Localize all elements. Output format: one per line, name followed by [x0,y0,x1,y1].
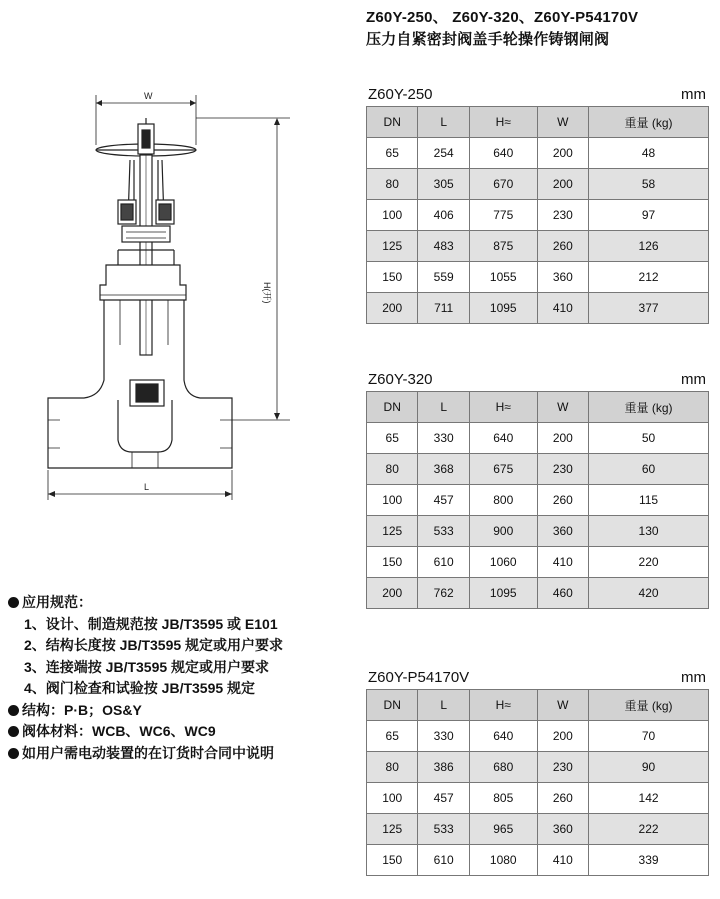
cell-l: 483 [418,231,469,262]
cell-dn: 125 [367,814,418,845]
cell-weight: 420 [589,578,709,609]
cell-dn: 200 [367,293,418,324]
table1-model-label: Z60Y-250 [368,86,433,103]
col-header-weight: 重量 (kg) [589,392,709,423]
spec-table-z60y-p54170v [366,689,709,876]
cell-l: 533 [418,516,469,547]
cell-w: 260 [537,485,588,516]
spec-item: 4、阀门检查和试验按 JB/T3595 规定 [24,680,256,696]
cell-l: 305 [418,169,469,200]
table-row [367,200,709,231]
dim-l-label: L [144,482,150,492]
cell-h: 900 [469,516,537,547]
cell-w: 410 [537,547,588,578]
cell-l: 254 [418,138,469,169]
table-header-row [367,107,709,138]
col-header-w: W [537,392,588,423]
cell-dn: 80 [367,454,418,485]
cell-h: 1055 [469,262,537,293]
cell-h: 1095 [469,293,537,324]
cell-weight: 126 [589,231,709,262]
cell-l: 762 [418,578,469,609]
gate-valve-drawing [0,70,300,510]
dim-h-label: H(开) [262,282,272,304]
cell-h: 1095 [469,578,537,609]
cell-h: 640 [469,423,537,454]
table-row [367,814,709,845]
cell-l: 711 [418,293,469,324]
table2-unit-label: mm [681,371,706,388]
table2-model-label: Z60Y-320 [368,371,433,388]
cell-h: 775 [469,200,537,231]
table-row [367,169,709,200]
cell-weight: 58 [589,169,709,200]
table1-unit-label: mm [681,86,706,103]
table-row [367,138,709,169]
cell-dn: 100 [367,783,418,814]
col-header-weight: 重量 (kg) [589,690,709,721]
table-row [367,578,709,609]
cell-l: 533 [418,814,469,845]
cell-l: 559 [418,262,469,293]
cell-h: 800 [469,485,537,516]
col-header-h: H≈ [469,392,537,423]
cell-dn: 65 [367,423,418,454]
cell-dn: 125 [367,231,418,262]
spec-structure-text: 结构：P·B；OS&Y [22,701,142,718]
cell-w: 230 [537,752,588,783]
cell-w: 360 [537,516,588,547]
cell-dn: 65 [367,138,418,169]
cell-weight: 70 [589,721,709,752]
col-header-dn: DN [367,392,418,423]
cell-l: 610 [418,547,469,578]
spec-table-z60y-320 [366,391,709,609]
cell-weight: 115 [589,485,709,516]
cell-w: 410 [537,293,588,324]
cell-dn: 150 [367,845,418,876]
cell-w: 360 [537,262,588,293]
cell-h: 875 [469,231,537,262]
cell-dn: 100 [367,200,418,231]
col-header-w: W [537,107,588,138]
cell-w: 460 [537,578,588,609]
bullet-icon [8,748,19,759]
model-list-title: Z60Y-250、 Z60Y-320、Z60Y-P54170V [366,9,639,26]
col-header-l: L [418,107,469,138]
cell-h: 965 [469,814,537,845]
table-row [367,293,709,324]
cell-dn: 80 [367,752,418,783]
bullet-icon [8,597,19,608]
dim-w-label: W [144,91,153,101]
cell-w: 360 [537,814,588,845]
table3-model-label: Z60Y-P54170V [368,669,470,686]
spec-table-z60y-250 [366,106,709,324]
cell-h: 670 [469,169,537,200]
cell-w: 260 [537,783,588,814]
spec-material [8,721,283,743]
table-row [367,516,709,547]
bullet-icon [8,705,19,716]
table3-unit-label: mm [681,669,706,686]
spec-electric-text: 如用户需电动装置的在订货时合同中说明 [22,744,274,761]
cell-weight: 130 [589,516,709,547]
table-row [367,845,709,876]
col-header-weight: 重量 (kg) [589,107,709,138]
cell-l: 330 [418,721,469,752]
cell-w: 260 [537,231,588,262]
spec-item: 1、设计、制造规范按 JB/T3595 或 E101 [24,615,278,632]
table-header-row [367,392,709,423]
cell-w: 230 [537,200,588,231]
table-row [367,783,709,814]
cell-h: 805 [469,783,537,814]
table-row [367,721,709,752]
col-header-l: L [418,690,469,721]
col-header-h: H≈ [469,690,537,721]
cell-weight: 50 [589,423,709,454]
specification-list [8,592,283,764]
bullet-icon [8,726,19,737]
cell-weight: 142 [589,783,709,814]
table-row [367,231,709,262]
cell-h: 1080 [469,845,537,876]
product-name-title: 压力自紧密封阀盖手轮操作铸钢闸阀 [366,31,610,48]
cell-h: 1060 [469,547,537,578]
col-header-l: L [418,392,469,423]
cell-l: 406 [418,200,469,231]
table-row [367,454,709,485]
table-row [367,547,709,578]
cell-weight: 377 [589,293,709,324]
spec-heading-text: 应用规范： [22,594,92,610]
cell-dn: 65 [367,721,418,752]
cell-h: 640 [469,721,537,752]
cell-dn: 100 [367,485,418,516]
cell-l: 368 [418,454,469,485]
cell-weight: 90 [589,752,709,783]
spec-structure [8,700,283,722]
spec-item: 3、连接端按 JB/T3595 规定或用户要求 [24,658,270,675]
cell-weight: 222 [589,814,709,845]
spec-material-text: 阀体材料：WCB、WC6、WC9 [22,723,216,739]
spec-heading [8,592,283,614]
cell-w: 410 [537,845,588,876]
cell-l: 457 [418,485,469,516]
cell-dn: 125 [367,516,418,547]
cell-dn: 80 [367,169,418,200]
cell-l: 610 [418,845,469,876]
table-header-row [367,690,709,721]
spec-item: 2、结构长度按 JB/T3595 规定或用户要求 [24,637,284,653]
cell-dn: 200 [367,578,418,609]
cell-dn: 150 [367,262,418,293]
col-header-w: W [537,690,588,721]
table-row [367,262,709,293]
cell-l: 457 [418,783,469,814]
cell-h: 680 [469,752,537,783]
cell-l: 386 [418,752,469,783]
col-header-h: H≈ [469,107,537,138]
cell-w: 200 [537,138,588,169]
col-header-dn: DN [367,107,418,138]
table-row [367,752,709,783]
cell-weight: 60 [589,454,709,485]
spec-electric [8,743,283,765]
cell-weight: 220 [589,547,709,578]
cell-dn: 150 [367,547,418,578]
cell-h: 675 [469,454,537,485]
col-header-dn: DN [367,690,418,721]
cell-w: 200 [537,721,588,752]
cell-weight: 48 [589,138,709,169]
cell-weight: 339 [589,845,709,876]
cell-w: 230 [537,454,588,485]
cell-weight: 97 [589,200,709,231]
cell-weight: 212 [589,262,709,293]
table-row [367,423,709,454]
cell-l: 330 [418,423,469,454]
cell-h: 640 [469,138,537,169]
cell-w: 200 [537,169,588,200]
table-row [367,485,709,516]
cell-w: 200 [537,423,588,454]
